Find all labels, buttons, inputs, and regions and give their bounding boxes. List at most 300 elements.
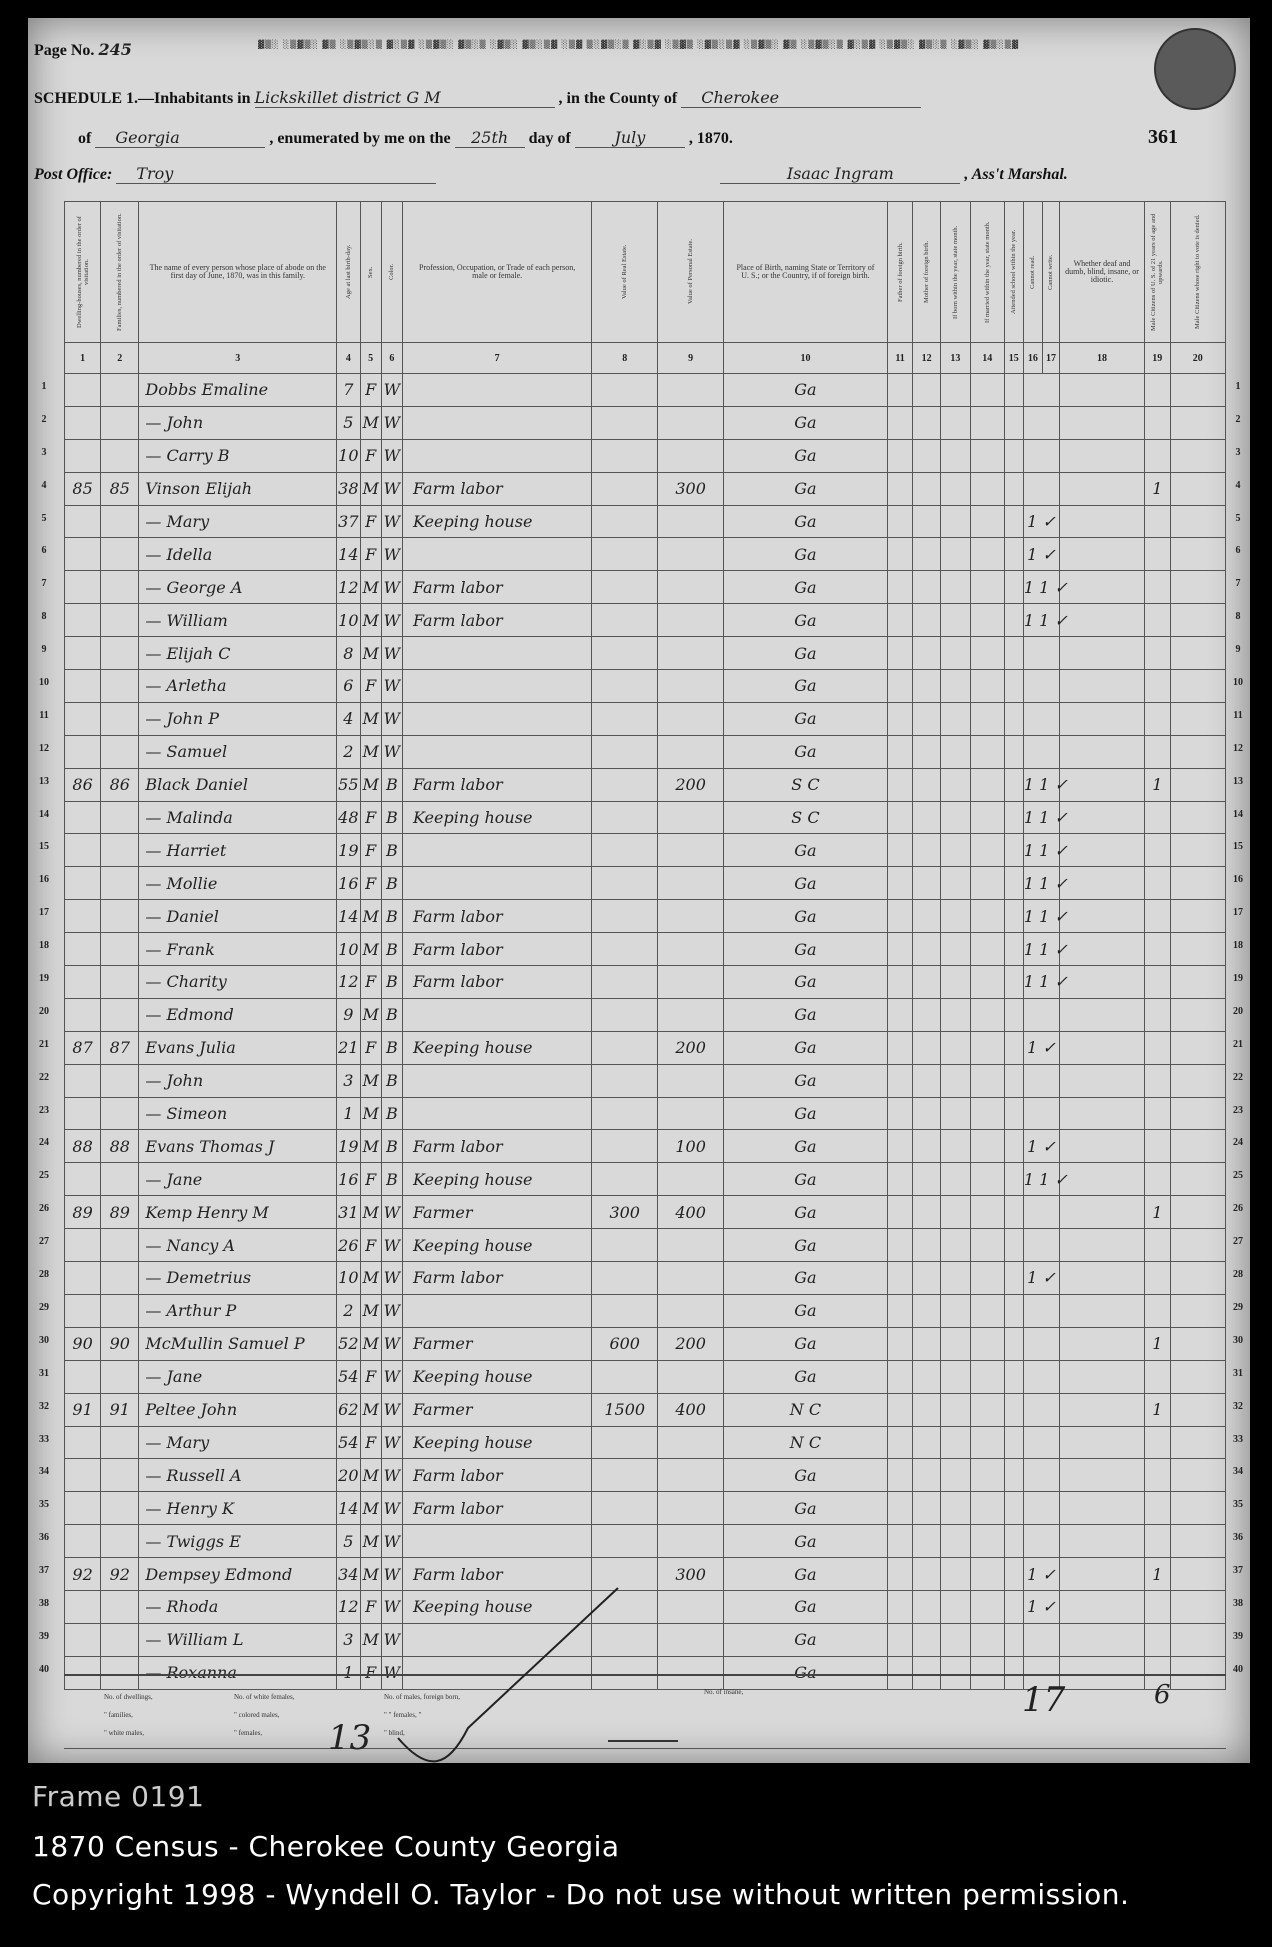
birthplace-cell: Ga — [724, 900, 888, 933]
mother-foreign-cell — [913, 472, 941, 505]
row-number: 28 — [39, 1269, 49, 1280]
column-number: 13 — [940, 343, 970, 374]
row-number: 40 — [39, 1664, 49, 1675]
infirmity-cell — [1059, 1327, 1144, 1360]
col-real-estate-header: Value of Real Estate. — [592, 202, 658, 343]
row-number: 8 — [1235, 611, 1241, 622]
infirmity-cell — [1059, 538, 1144, 571]
row-number: 3 — [1235, 447, 1241, 458]
column-number-row — [65, 343, 1226, 374]
citizen-mark-cell — [1145, 1097, 1171, 1130]
age-cell: 12 — [337, 966, 360, 999]
occupation-cell — [403, 998, 592, 1031]
vote-denied-cell — [1170, 1097, 1225, 1130]
attended-school-cell — [1004, 1163, 1023, 1196]
born-in-year-cell — [940, 1360, 970, 1393]
married-in-year-cell — [970, 966, 1004, 999]
personal-estate-value-cell: 300 — [658, 1558, 724, 1591]
occupation-cell — [403, 735, 592, 768]
copyright-caption: Copyright 1998 - Wyndell O. Taylor - Do not use without written permission. — [32, 1878, 1130, 1911]
age-cell: 8 — [337, 637, 360, 670]
mother-foreign-cell — [913, 1196, 941, 1229]
color-cell: B — [381, 966, 402, 999]
personal-estate-value-cell — [658, 1294, 724, 1327]
born-in-year-cell — [940, 1492, 970, 1525]
infirmity-cell — [1059, 1229, 1144, 1262]
real-estate-value-cell — [592, 1097, 658, 1130]
table-row — [65, 1064, 1226, 1097]
age-cell: 10 — [337, 439, 360, 472]
person-name-cell: — Charity — [139, 966, 337, 999]
birthplace-cell: Ga — [724, 966, 888, 999]
row-number: 29 — [1233, 1302, 1243, 1313]
family-number-cell: 91 — [101, 1393, 139, 1426]
occupation-cell: Keeping house — [403, 1031, 592, 1064]
read-write-marks-cell — [1023, 1426, 1059, 1459]
col-married-year-header: If married within the year, state month. — [970, 202, 1004, 343]
citizen-mark-cell: 1 — [1145, 1327, 1171, 1360]
married-in-year-cell — [970, 1525, 1004, 1558]
table-row — [65, 1130, 1226, 1163]
sex-cell: M — [360, 604, 381, 637]
dwelling-number-cell — [65, 1229, 101, 1262]
married-in-year-cell — [970, 1294, 1004, 1327]
birthplace-cell: Ga — [724, 571, 888, 604]
vote-denied-cell — [1170, 1163, 1225, 1196]
real-estate-value-cell — [592, 1031, 658, 1064]
born-in-year-cell — [940, 966, 970, 999]
citizen-mark-cell — [1145, 834, 1171, 867]
person-name-cell: Vinson Elijah — [139, 472, 337, 505]
married-in-year-cell — [970, 670, 1004, 703]
read-write-marks-cell: 1 1 ✓ — [1023, 933, 1059, 966]
personal-estate-value-cell — [658, 439, 724, 472]
mother-foreign-cell — [913, 1064, 941, 1097]
tally-citizens: 6 — [1154, 1680, 1171, 1710]
page-number-label: Page No. 245 — [34, 40, 132, 59]
family-number-cell: 87 — [101, 1031, 139, 1064]
vote-denied-cell — [1170, 867, 1225, 900]
sex-cell: F — [360, 1031, 381, 1064]
vote-denied-cell — [1170, 1590, 1225, 1623]
sex-cell: M — [360, 1525, 381, 1558]
dwelling-number-cell — [65, 735, 101, 768]
born-in-year-cell — [940, 1459, 970, 1492]
family-number-cell — [101, 637, 139, 670]
real-estate-value-cell — [592, 867, 658, 900]
person-name-cell: Peltee John — [139, 1393, 337, 1426]
row-number: 32 — [39, 1401, 49, 1412]
vote-denied-cell — [1170, 1229, 1225, 1262]
vote-denied-cell — [1170, 439, 1225, 472]
row-number: 17 — [39, 907, 49, 918]
married-in-year-cell — [970, 571, 1004, 604]
vote-denied-cell — [1170, 801, 1225, 834]
person-name-cell: Dobbs Emaline — [139, 374, 337, 407]
real-estate-value-cell — [592, 1163, 658, 1196]
real-estate-value-cell — [592, 472, 658, 505]
father-foreign-cell — [887, 998, 913, 1031]
birthplace-cell: Ga — [724, 1558, 888, 1591]
person-name-cell: — Henry K — [139, 1492, 337, 1525]
attended-school-cell — [1004, 670, 1023, 703]
born-in-year-cell — [940, 439, 970, 472]
age-cell: 34 — [337, 1558, 360, 1591]
dwelling-number-cell: 91 — [65, 1393, 101, 1426]
sex-cell: F — [360, 834, 381, 867]
color-cell: B — [381, 1064, 402, 1097]
born-in-year-cell — [940, 1393, 970, 1426]
citizen-mark-cell: 1 — [1145, 1196, 1171, 1229]
dwelling-number-cell — [65, 1097, 101, 1130]
born-in-year-cell — [940, 1327, 970, 1360]
color-cell: W — [381, 1196, 402, 1229]
table-row — [65, 571, 1226, 604]
married-in-year-cell — [970, 834, 1004, 867]
father-foreign-cell — [887, 1558, 913, 1591]
family-number-cell: 89 — [101, 1196, 139, 1229]
married-in-year-cell — [970, 1262, 1004, 1295]
real-estate-value-cell — [592, 637, 658, 670]
father-foreign-cell — [887, 867, 913, 900]
occupation-cell — [403, 1097, 592, 1130]
family-number-cell — [101, 406, 139, 439]
born-in-year-cell — [940, 1064, 970, 1097]
father-foreign-cell — [887, 1196, 913, 1229]
family-number-cell — [101, 1360, 139, 1393]
dwelling-number-cell — [65, 834, 101, 867]
person-name-cell: — Roxanna — [139, 1656, 337, 1689]
birthplace-cell: Ga — [724, 1327, 888, 1360]
read-write-marks-cell: 1 1 ✓ — [1023, 867, 1059, 900]
born-in-year-cell — [940, 1294, 970, 1327]
family-number-cell: 85 — [101, 472, 139, 505]
family-number-cell: 88 — [101, 1130, 139, 1163]
occupation-cell — [403, 1525, 592, 1558]
person-name-cell: McMullin Samuel P — [139, 1327, 337, 1360]
real-estate-value-cell — [592, 374, 658, 407]
occupation-cell: Farm labor — [403, 900, 592, 933]
color-cell: W — [381, 472, 402, 505]
married-in-year-cell — [970, 604, 1004, 637]
age-cell: 19 — [337, 834, 360, 867]
color-cell: W — [381, 1360, 402, 1393]
occupation-cell: Farm labor — [403, 966, 592, 999]
attended-school-cell — [1004, 801, 1023, 834]
mother-foreign-cell — [913, 801, 941, 834]
citizen-mark-cell — [1145, 735, 1171, 768]
occupation-cell: Keeping house — [403, 1163, 592, 1196]
row-number: 39 — [39, 1631, 49, 1642]
age-cell: 20 — [337, 1459, 360, 1492]
person-name-cell: Black Daniel — [139, 768, 337, 801]
birthplace-cell: N C — [724, 1393, 888, 1426]
person-name-cell: — Arletha — [139, 670, 337, 703]
citizen-mark-cell — [1145, 374, 1171, 407]
dwelling-number-cell — [65, 604, 101, 637]
column-number: 7 — [403, 343, 592, 374]
person-name-cell: — Jane — [139, 1360, 337, 1393]
row-number: 14 — [1233, 809, 1243, 820]
read-write-marks-cell — [1023, 472, 1059, 505]
infirmity-cell — [1059, 1623, 1144, 1656]
vote-denied-cell — [1170, 1064, 1225, 1097]
color-cell: B — [381, 1130, 402, 1163]
table-row — [65, 1294, 1226, 1327]
sex-cell: M — [360, 998, 381, 1031]
father-foreign-cell — [887, 1262, 913, 1295]
age-cell: 48 — [337, 801, 360, 834]
family-number-cell: 92 — [101, 1558, 139, 1591]
father-foreign-cell — [887, 472, 913, 505]
row-number: 25 — [1233, 1170, 1243, 1181]
real-estate-value-cell — [592, 670, 658, 703]
married-in-year-cell — [970, 768, 1004, 801]
seal-stamp — [1154, 28, 1236, 110]
citizen-mark-cell — [1145, 1163, 1171, 1196]
married-in-year-cell — [970, 1393, 1004, 1426]
personal-estate-value-cell — [658, 571, 724, 604]
age-cell: 4 — [337, 702, 360, 735]
married-in-year-cell — [970, 1064, 1004, 1097]
family-number-cell — [101, 1492, 139, 1525]
real-estate-value-cell — [592, 900, 658, 933]
real-estate-value-cell — [592, 933, 658, 966]
person-name-cell: — John — [139, 1064, 337, 1097]
age-cell: 2 — [337, 735, 360, 768]
infirmity-cell — [1059, 1294, 1144, 1327]
infirmity-cell — [1059, 933, 1144, 966]
tally-checkmark — [388, 1578, 648, 1778]
father-foreign-cell — [887, 538, 913, 571]
row-number: 21 — [39, 1039, 49, 1050]
vote-denied-cell — [1170, 1031, 1225, 1064]
col-born-year-header: If born within the year, state month. — [940, 202, 970, 343]
occupation-cell — [403, 1294, 592, 1327]
person-name-cell: — Arthur P — [139, 1294, 337, 1327]
row-number: 26 — [39, 1203, 49, 1214]
personal-estate-value-cell — [658, 966, 724, 999]
attended-school-cell — [1004, 1623, 1023, 1656]
personal-estate-value-cell — [658, 1492, 724, 1525]
personal-estate-value-cell: 200 — [658, 1327, 724, 1360]
real-estate-value-cell — [592, 406, 658, 439]
color-cell: B — [381, 768, 402, 801]
color-cell: B — [381, 834, 402, 867]
infirmity-cell — [1059, 670, 1144, 703]
personal-estate-value-cell — [658, 538, 724, 571]
vote-denied-cell — [1170, 637, 1225, 670]
age-cell: 62 — [337, 1393, 360, 1426]
citizen-mark-cell — [1145, 1525, 1171, 1558]
father-foreign-cell — [887, 1525, 913, 1558]
infirmity-cell — [1059, 735, 1144, 768]
real-estate-value-cell — [592, 1426, 658, 1459]
row-number: 18 — [39, 940, 49, 951]
row-number: 27 — [1233, 1236, 1243, 1247]
sex-cell: F — [360, 1426, 381, 1459]
person-name-cell: — Demetrius — [139, 1262, 337, 1295]
real-estate-value-cell — [592, 735, 658, 768]
born-in-year-cell — [940, 702, 970, 735]
color-cell: W — [381, 439, 402, 472]
personal-estate-value-cell — [658, 1623, 724, 1656]
row-number: 14 — [39, 809, 49, 820]
read-write-marks-cell — [1023, 1525, 1059, 1558]
column-number: 17 — [1042, 343, 1059, 374]
row-number: 10 — [1233, 677, 1243, 688]
father-foreign-cell — [887, 1097, 913, 1130]
married-in-year-cell — [970, 374, 1004, 407]
column-header-row — [65, 202, 1226, 343]
person-name-cell: — Harriet — [139, 834, 337, 867]
table-row — [65, 1426, 1226, 1459]
read-write-marks-cell — [1023, 1294, 1059, 1327]
sex-cell: M — [360, 1623, 381, 1656]
father-foreign-cell — [887, 1426, 913, 1459]
birthplace-cell: Ga — [724, 1064, 888, 1097]
vote-denied-cell — [1170, 702, 1225, 735]
father-foreign-cell — [887, 834, 913, 867]
infirmity-cell — [1059, 374, 1144, 407]
vote-denied-cell — [1170, 1492, 1225, 1525]
attended-school-cell — [1004, 1229, 1023, 1262]
sex-cell: M — [360, 1130, 381, 1163]
enumeration-line: of Georgia , enumerated by me on the 25th day of July , 1870. — [78, 128, 733, 147]
sex-cell: M — [360, 702, 381, 735]
infirmity-cell — [1059, 1130, 1144, 1163]
father-foreign-cell — [887, 1031, 913, 1064]
married-in-year-cell — [970, 702, 1004, 735]
table-row — [65, 538, 1226, 571]
row-number: 38 — [1233, 1598, 1243, 1609]
birthplace-cell: Ga — [724, 538, 888, 571]
vote-denied-cell — [1170, 1393, 1225, 1426]
read-write-marks-cell — [1023, 670, 1059, 703]
row-number: 11 — [1233, 710, 1243, 721]
column-number: 11 — [887, 343, 913, 374]
color-cell: B — [381, 801, 402, 834]
district-name: Lickskillet district G M — [255, 88, 555, 108]
mother-foreign-cell — [913, 1294, 941, 1327]
born-in-year-cell — [940, 472, 970, 505]
color-cell: W — [381, 571, 402, 604]
age-cell: 19 — [337, 1130, 360, 1163]
dwelling-number-cell — [65, 801, 101, 834]
born-in-year-cell — [940, 1163, 970, 1196]
read-write-marks-cell: 1 ✓ — [1023, 1558, 1059, 1591]
vote-denied-cell — [1170, 1426, 1225, 1459]
real-estate-value-cell — [592, 1360, 658, 1393]
family-number-cell — [101, 439, 139, 472]
attended-school-cell — [1004, 966, 1023, 999]
sex-cell: F — [360, 1656, 381, 1689]
birthplace-cell: Ga — [724, 1262, 888, 1295]
occupation-cell: Farm labor — [403, 1492, 592, 1525]
row-number: 13 — [1233, 776, 1243, 787]
col-father-foreign-header: Father of foreign birth. — [887, 202, 913, 343]
dwelling-number-cell — [65, 998, 101, 1031]
read-write-marks-cell: 1 ✓ — [1023, 1031, 1059, 1064]
occupation-cell: Keeping house — [403, 505, 592, 538]
born-in-year-cell — [940, 998, 970, 1031]
table-row — [65, 867, 1226, 900]
father-foreign-cell — [887, 1229, 913, 1262]
citizen-mark-cell — [1145, 1426, 1171, 1459]
color-cell: B — [381, 867, 402, 900]
row-number: 37 — [1233, 1565, 1243, 1576]
married-in-year-cell — [970, 867, 1004, 900]
birthplace-cell: Ga — [724, 1492, 888, 1525]
person-name-cell: — Frank — [139, 933, 337, 966]
table-row — [65, 1163, 1226, 1196]
table-row — [65, 604, 1226, 637]
row-number: 1 — [1235, 381, 1241, 392]
attended-school-cell — [1004, 1492, 1023, 1525]
father-foreign-cell — [887, 1064, 913, 1097]
attended-school-cell — [1004, 637, 1023, 670]
vote-denied-cell — [1170, 900, 1225, 933]
person-name-cell: — Mollie — [139, 867, 337, 900]
sex-cell: M — [360, 406, 381, 439]
mother-foreign-cell — [913, 867, 941, 900]
color-cell: W — [381, 1623, 402, 1656]
color-cell: B — [381, 933, 402, 966]
row-number: 38 — [39, 1598, 49, 1609]
father-foreign-cell — [887, 439, 913, 472]
mother-foreign-cell — [913, 834, 941, 867]
personal-estate-value-cell — [658, 1426, 724, 1459]
occupation-cell: Farmer — [403, 1196, 592, 1229]
citizen-mark-cell — [1145, 406, 1171, 439]
family-number-cell — [101, 834, 139, 867]
attended-school-cell — [1004, 439, 1023, 472]
infirmity-cell — [1059, 768, 1144, 801]
vote-denied-cell — [1170, 998, 1225, 1031]
color-cell: W — [381, 1590, 402, 1623]
real-estate-value-cell — [592, 1459, 658, 1492]
sex-cell: F — [360, 439, 381, 472]
attended-school-cell — [1004, 834, 1023, 867]
row-number: 5 — [41, 513, 47, 524]
family-number-cell — [101, 1294, 139, 1327]
row-number: 31 — [39, 1368, 49, 1379]
real-estate-value-cell — [592, 571, 658, 604]
age-cell: 21 — [337, 1031, 360, 1064]
mother-foreign-cell — [913, 768, 941, 801]
occupation-cell: Farm labor — [403, 1459, 592, 1492]
personal-estate-value-cell — [658, 1459, 724, 1492]
attended-school-cell — [1004, 1196, 1023, 1229]
personal-estate-value-cell — [658, 1163, 724, 1196]
row-number: 22 — [39, 1072, 49, 1083]
col-infirmity-header: Whether deaf and dumb, blind, insane, or idiotic. — [1059, 202, 1144, 343]
father-foreign-cell — [887, 637, 913, 670]
sex-cell: M — [360, 571, 381, 604]
family-number-cell — [101, 998, 139, 1031]
born-in-year-cell — [940, 768, 970, 801]
table-row — [65, 1031, 1226, 1064]
age-cell: 5 — [337, 1525, 360, 1558]
occupation-cell: Farm labor — [403, 1558, 592, 1591]
dwelling-number-cell — [65, 867, 101, 900]
citizen-mark-cell — [1145, 1031, 1171, 1064]
born-in-year-cell — [940, 1196, 970, 1229]
footer-col-4: No. of insane, — [704, 1688, 744, 1696]
citizen-mark-cell — [1145, 1262, 1171, 1295]
birthplace-cell: Ga — [724, 998, 888, 1031]
attended-school-cell — [1004, 1393, 1023, 1426]
